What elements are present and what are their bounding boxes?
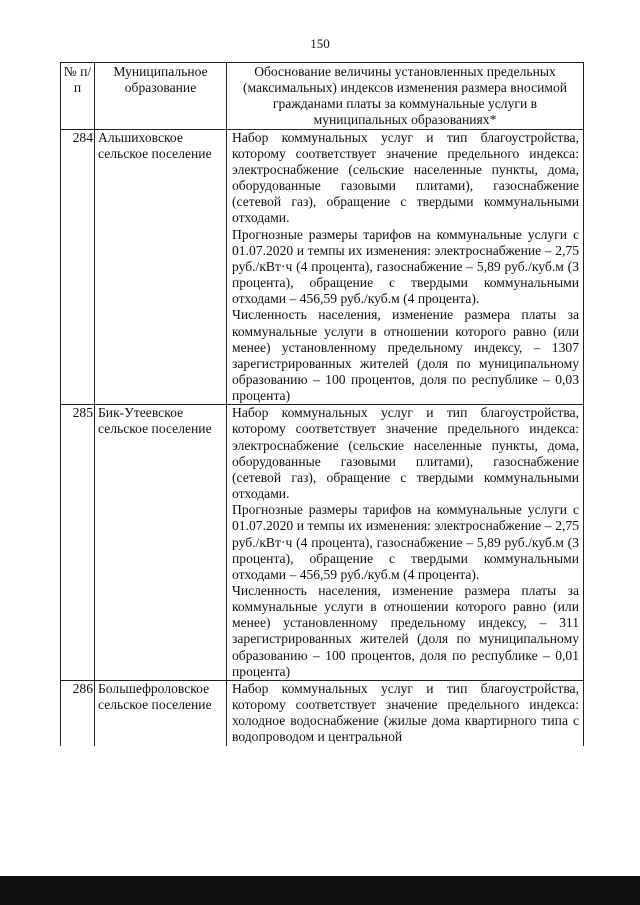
row-justification [227, 129, 584, 405]
scan-bottom-edge [0, 876, 640, 905]
justification-paragraph: Прогнозные размеры тарифов на коммунальные услуги с 01.07.2020 и темпы их изменения: электроснабжение – 2,75 руб./кВт·ч (4 процента), газоснабжение – 5,89 руб./куб.м (3 процента), обращение с твердыми коммунальными отходами – 456,59 руб./куб.м (4 процента). [232, 502, 579, 582]
header-municipality: Муниципальное образование [95, 63, 227, 130]
header-number: № п/п [61, 63, 95, 130]
row-justification [227, 680, 584, 745]
municipal-index-table [60, 62, 584, 746]
justification-paragraph: Численность населения, изменение размера платы за коммунальные услуги в отношении которого равно (или менее) установленному предельному индексу, – 311 зарегистрированных жителей (доля по муниципальному образованию – 100 процентов, доля по республике – 0,01 процента) [232, 583, 579, 679]
justification-paragraph: Набор коммунальных услуг и тип благоустройства, которому соответствует значение предельного индекса: электроснабжение (сельские населенные пункты, дома, оборудованные газовыми плитами), газоснабжение (сетевой газ), обращение с твердыми коммунальными отходами. [232, 405, 579, 502]
row-justification [227, 405, 584, 681]
header-justification: Обоснование величины установленных предельных (максимальных) индексов изменения размера вносимой гражданами платы за коммунальные услуги в муниципальных образованиях* [227, 63, 584, 130]
page-number: 150 [310, 36, 330, 51]
row-municipality: Большефроловское сельское поселение [95, 680, 227, 745]
table-header-row [61, 63, 584, 130]
row-municipality: Альшиховское сельское поселение [95, 129, 227, 405]
table-row [61, 405, 584, 681]
row-number: 285 [61, 405, 95, 681]
justification-paragraph: Набор коммунальных услуг и тип благоустройства, которому соответствует значение предельного индекса: холодное водоснабжение (жилые дома квартирного типа с водопроводом и центральной [232, 680, 579, 745]
row-number: 286 [61, 680, 95, 745]
row-number: 284 [61, 129, 95, 405]
table-row [61, 680, 584, 745]
table-row [61, 129, 584, 405]
row-municipality: Бик-Утеевское сельское поселение [95, 405, 227, 681]
justification-paragraph: Численность населения, изменение размера платы за коммунальные услуги в отношении которого равно (или менее) установленному предельному индексу, – 1307 зарегистрированных жителей (доля по муниципальному образованию – 100 процентов, доля по республике – 0,03 процента) [232, 307, 579, 404]
justification-paragraph: Прогнозные размеры тарифов на коммунальные услуги с 01.07.2020 и темпы их изменения: электроснабжение – 2,75 руб./кВт·ч (4 процента), газоснабжение – 5,89 руб./куб.м (3 процента), обращение с твердыми коммунальными отходами – 456,59 руб./куб.м (4 процента). [232, 226, 579, 307]
justification-paragraph: Набор коммунальных услуг и тип благоустройства, которому соответствует значение предельного индекса: электроснабжение (сельские населенные пункты, дома, оборудованные газовыми плитами), газоснабжение (сетевой газ), обращение с твердыми коммунальными отходами. [232, 129, 579, 226]
